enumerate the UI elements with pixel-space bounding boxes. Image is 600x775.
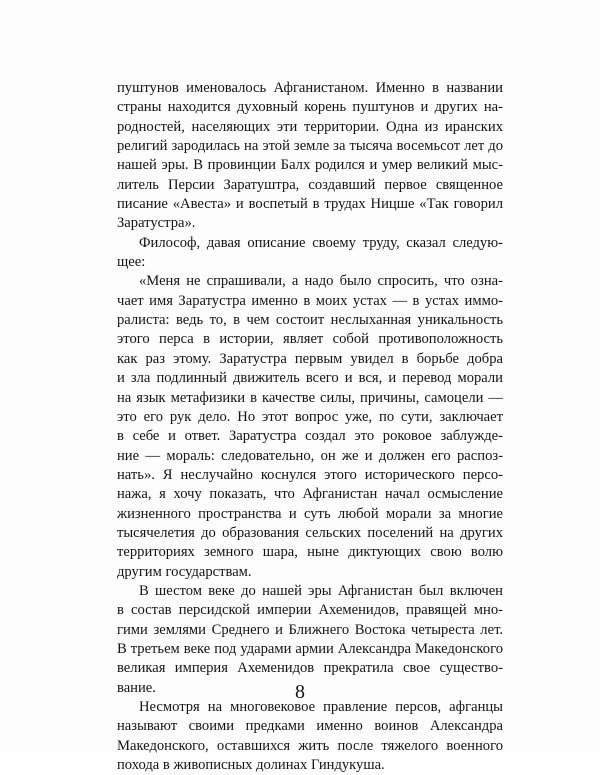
- text-line: это его рук дело. Но этот вопрос уже, по сути, заключает: [117, 408, 503, 425]
- paragraph-3-quotation: [117, 272, 503, 582]
- text-line: «Меня не спрашивали, а надо было спросить, что озна-: [139, 273, 503, 290]
- text-line: нашей эры. В провинции Балх родился и умер великий мыс-: [117, 157, 503, 174]
- text-line: как раз этому. Заратустра первым увидел в борьбе добра: [117, 350, 503, 367]
- text-line: щее:: [117, 254, 146, 271]
- text-line: Заратустра».: [117, 215, 196, 232]
- text-line: писание «Авеста» и воспетый в трудах Ницше «Так говорил: [117, 196, 503, 213]
- text-line: чает имя Заратустра именно в моих устах — в устах иммо-: [117, 292, 503, 309]
- text-line: вание.: [117, 679, 156, 696]
- text-line: ние — мораль: следовательно, он же и должен его распоз-: [117, 447, 503, 464]
- page-number: 8: [295, 681, 305, 703]
- text-line: великая империя Ахеменидов прекратила свое существо-: [117, 660, 503, 677]
- paragraph-1: [117, 79, 503, 234]
- text-line: в состав персидской империи Ахеменидов, правящей мно-: [117, 602, 503, 619]
- paragraph-5: [117, 698, 503, 775]
- text-line: и зла подлинный движитель всего и вся, и перевод морали: [117, 370, 503, 387]
- text-line: территориях земного шара, ныне диктующих свою волю: [117, 544, 503, 561]
- text-line: этого перса в истории, являет собой противоположность: [117, 331, 503, 348]
- text-line: религий зародилась на этой земле за тысяча восемьсот лет до: [117, 138, 503, 155]
- text-line: жизненного пространства и суть любой морали за многие: [117, 505, 503, 522]
- text-line: ралиста: ведь то, в чем состоит неслыханная уникальность: [117, 312, 503, 329]
- text-line: пуштунов именовалось Афганистаном. Именно в названии: [117, 80, 503, 96]
- text-line: страны находится духовный корень пуштунов и других на-: [117, 99, 503, 116]
- text-line: называют своими предками именно воинов Александра: [117, 718, 503, 735]
- body-text: [117, 79, 503, 775]
- text-line: в себе и ответ. Заратустра создал это роковое заблужде-: [117, 428, 503, 445]
- text-line: В третьем веке под ударами армии Александра Македонского: [117, 640, 503, 657]
- text-line: Несмотря на многовековое правление персов, афганцы: [139, 699, 503, 715]
- text-line: Философ, давая описание своему труду, сказал следую-: [139, 234, 503, 251]
- text-line: нать». Я неслучайно коснулся этого исторического персо-: [117, 466, 503, 483]
- text-line: гими землями Среднего и Ближнего Востока четыреста лет.: [117, 621, 503, 638]
- paragraph-2: [117, 234, 503, 273]
- text-line: тысячелетия до образования сельских поселений на других: [117, 524, 503, 541]
- text-line: родностей, населяющих эти территории. Одна из иранских: [117, 118, 503, 135]
- text-line: В шестом веке до нашей эры Афганистан был включен: [139, 582, 503, 599]
- text-line: похода в живописных долинах Гиндукуша.: [117, 757, 385, 774]
- text-line: нажа, я хочу показать, что Афганистан начал осмысление: [117, 486, 503, 503]
- text-line: другим государствам.: [117, 563, 252, 580]
- text-line: Македонского, оставшихся жить после тяжелого военного: [117, 737, 503, 754]
- text-line: на язык метафизики в качестве силы, причины, самоцели —: [117, 389, 503, 406]
- text-line: литель Персии Заратуштра, создавший первое священное: [117, 176, 503, 193]
